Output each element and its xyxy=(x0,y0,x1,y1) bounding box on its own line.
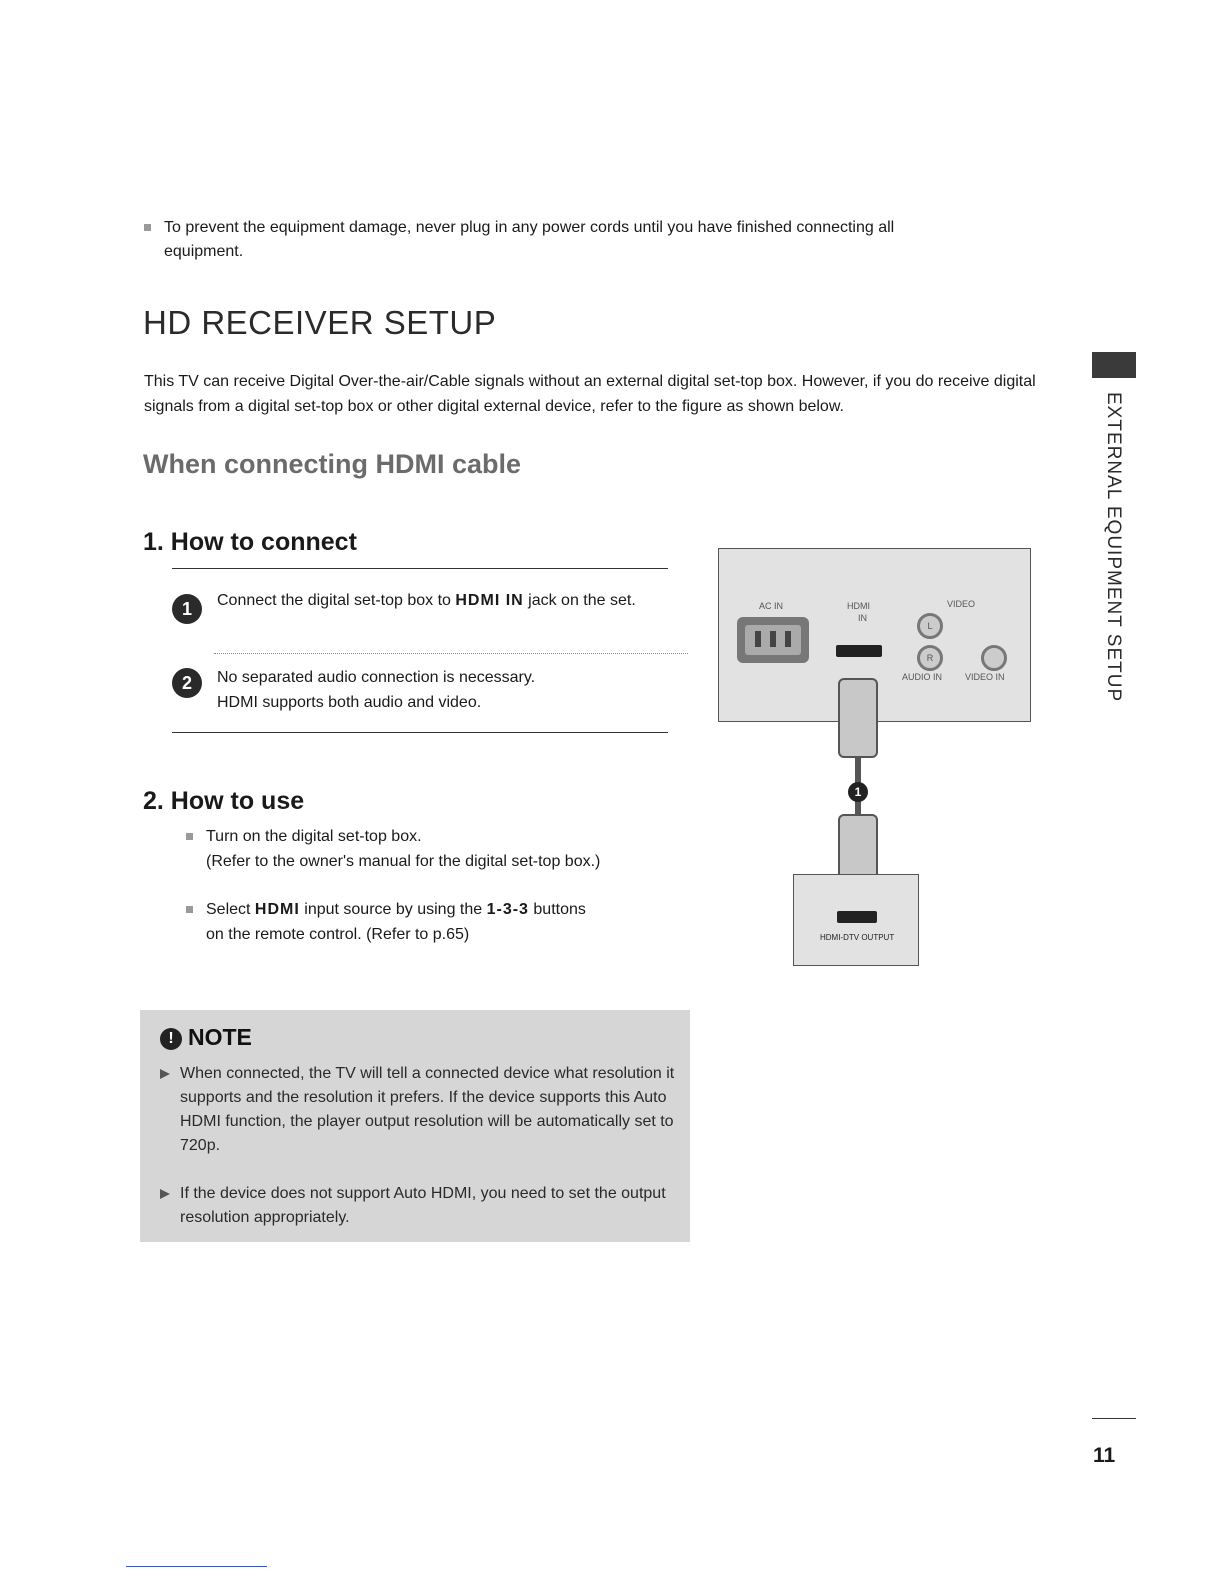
page-title: HD RECEIVER SETUP xyxy=(143,304,497,341)
use-item-line-1 xyxy=(206,897,666,922)
triangle-bullet-icon xyxy=(160,1069,170,1079)
l-label: L xyxy=(927,621,933,631)
step-2-line-2: HDMI supports both audio and video. xyxy=(217,694,482,711)
hdmi-connection-diagram xyxy=(718,548,1038,978)
square-bullet-icon xyxy=(186,906,193,913)
note-box xyxy=(140,1010,690,1242)
step-2-badge: 2 xyxy=(172,668,202,698)
video-in-label: VIDEO IN xyxy=(965,672,1005,682)
use-item xyxy=(186,824,666,874)
in-label: IN xyxy=(858,613,867,623)
step-1-badge: 1 xyxy=(172,594,202,624)
square-bullet-icon xyxy=(144,224,151,231)
divider xyxy=(172,568,668,569)
ac-in-label: AC IN xyxy=(759,601,784,611)
step-1-text-start: Connect the digital set-top box to xyxy=(217,592,456,609)
dotted-divider xyxy=(214,653,688,654)
step-1-text-end: jack on the set. xyxy=(523,592,636,609)
side-tab-label: EXTERNAL EQUIPMENT SETUP xyxy=(1103,392,1124,703)
section-title: When connecting HDMI cable xyxy=(143,449,522,479)
step-2-line-1: No separated audio connection is necessary. xyxy=(217,669,536,686)
step-1-text xyxy=(217,588,677,613)
use-item-line-2: on the remote control. (Refer to p.65) xyxy=(206,926,470,943)
note-heading xyxy=(160,1024,252,1051)
square-bullet-icon xyxy=(186,833,193,840)
note-item-text: If the device does not support Auto HDMI, you need to set the output resolution appropriately. xyxy=(180,1185,666,1226)
note-heading-text: NOTE xyxy=(188,1024,252,1050)
r-label: R xyxy=(926,653,934,663)
use-item-text: Select xyxy=(206,901,255,918)
use-item-bold: HDMI xyxy=(254,901,300,918)
video-label: VIDEO xyxy=(947,599,976,609)
hdmi-label: HDMI xyxy=(847,601,870,611)
hdmi-dtv-output-label: HDMI-DTV OUTPUT xyxy=(820,933,895,942)
side-tab xyxy=(1102,392,1132,703)
triangle-bullet-icon xyxy=(160,1189,170,1199)
use-item-text: input source by using the xyxy=(299,901,487,918)
use-item-text: buttons xyxy=(528,901,586,918)
audio-l-jack-icon xyxy=(917,613,943,639)
intro-paragraph: This TV can receive Digital Over-the-air/Cable signals without an external digital set-top box. However, if you do receive digital signals from a digital set-top box or other digital external device, refer to the figure as shown below. xyxy=(144,373,1036,415)
video-jack-icon xyxy=(981,645,1007,671)
hdmi-output-port-icon xyxy=(837,911,877,923)
hdmi-plug-top-icon xyxy=(838,678,878,758)
audio-r-jack-icon xyxy=(917,645,943,671)
how-to-connect-heading: 1. How to connect xyxy=(143,528,357,556)
hdmi-port-icon xyxy=(836,645,882,657)
use-item-line-1: Turn on the digital set-top box. xyxy=(206,828,422,845)
set-top-box-panel xyxy=(793,874,919,966)
footer-link-underline xyxy=(126,1566,267,1567)
use-item-line-2: (Refer to the owner's manual for the digital set-top box.) xyxy=(206,853,601,870)
use-item xyxy=(186,897,666,947)
cable-badge: 1 xyxy=(848,782,868,802)
audio-in-label: AUDIO IN xyxy=(902,672,943,682)
exclamation-icon: ! xyxy=(160,1028,182,1050)
use-item-bold: 1-3-3 xyxy=(486,901,529,918)
how-to-use-heading: 2. How to use xyxy=(143,787,305,815)
note-item-text: When connected, the TV will tell a connected device what resolution it supports and the resolution it prefers. If the device supports this Auto HDMI function, the player output resolution will be automatically set to 720p. xyxy=(180,1065,675,1154)
page-number: 11 xyxy=(1093,1444,1116,1467)
step-2-text xyxy=(217,665,677,715)
page-number-rule xyxy=(1092,1418,1136,1419)
step-1-bold: HDMI IN xyxy=(455,592,524,609)
warning-note xyxy=(144,216,974,264)
warning-text: To prevent the equipment damage, never plug in any power cords until you have finished connecting all equipment. xyxy=(164,219,895,260)
divider xyxy=(172,732,668,733)
side-tab-marker xyxy=(1092,352,1136,378)
note-item xyxy=(160,1062,680,1158)
note-item xyxy=(160,1182,680,1230)
power-socket-icon xyxy=(737,617,809,663)
